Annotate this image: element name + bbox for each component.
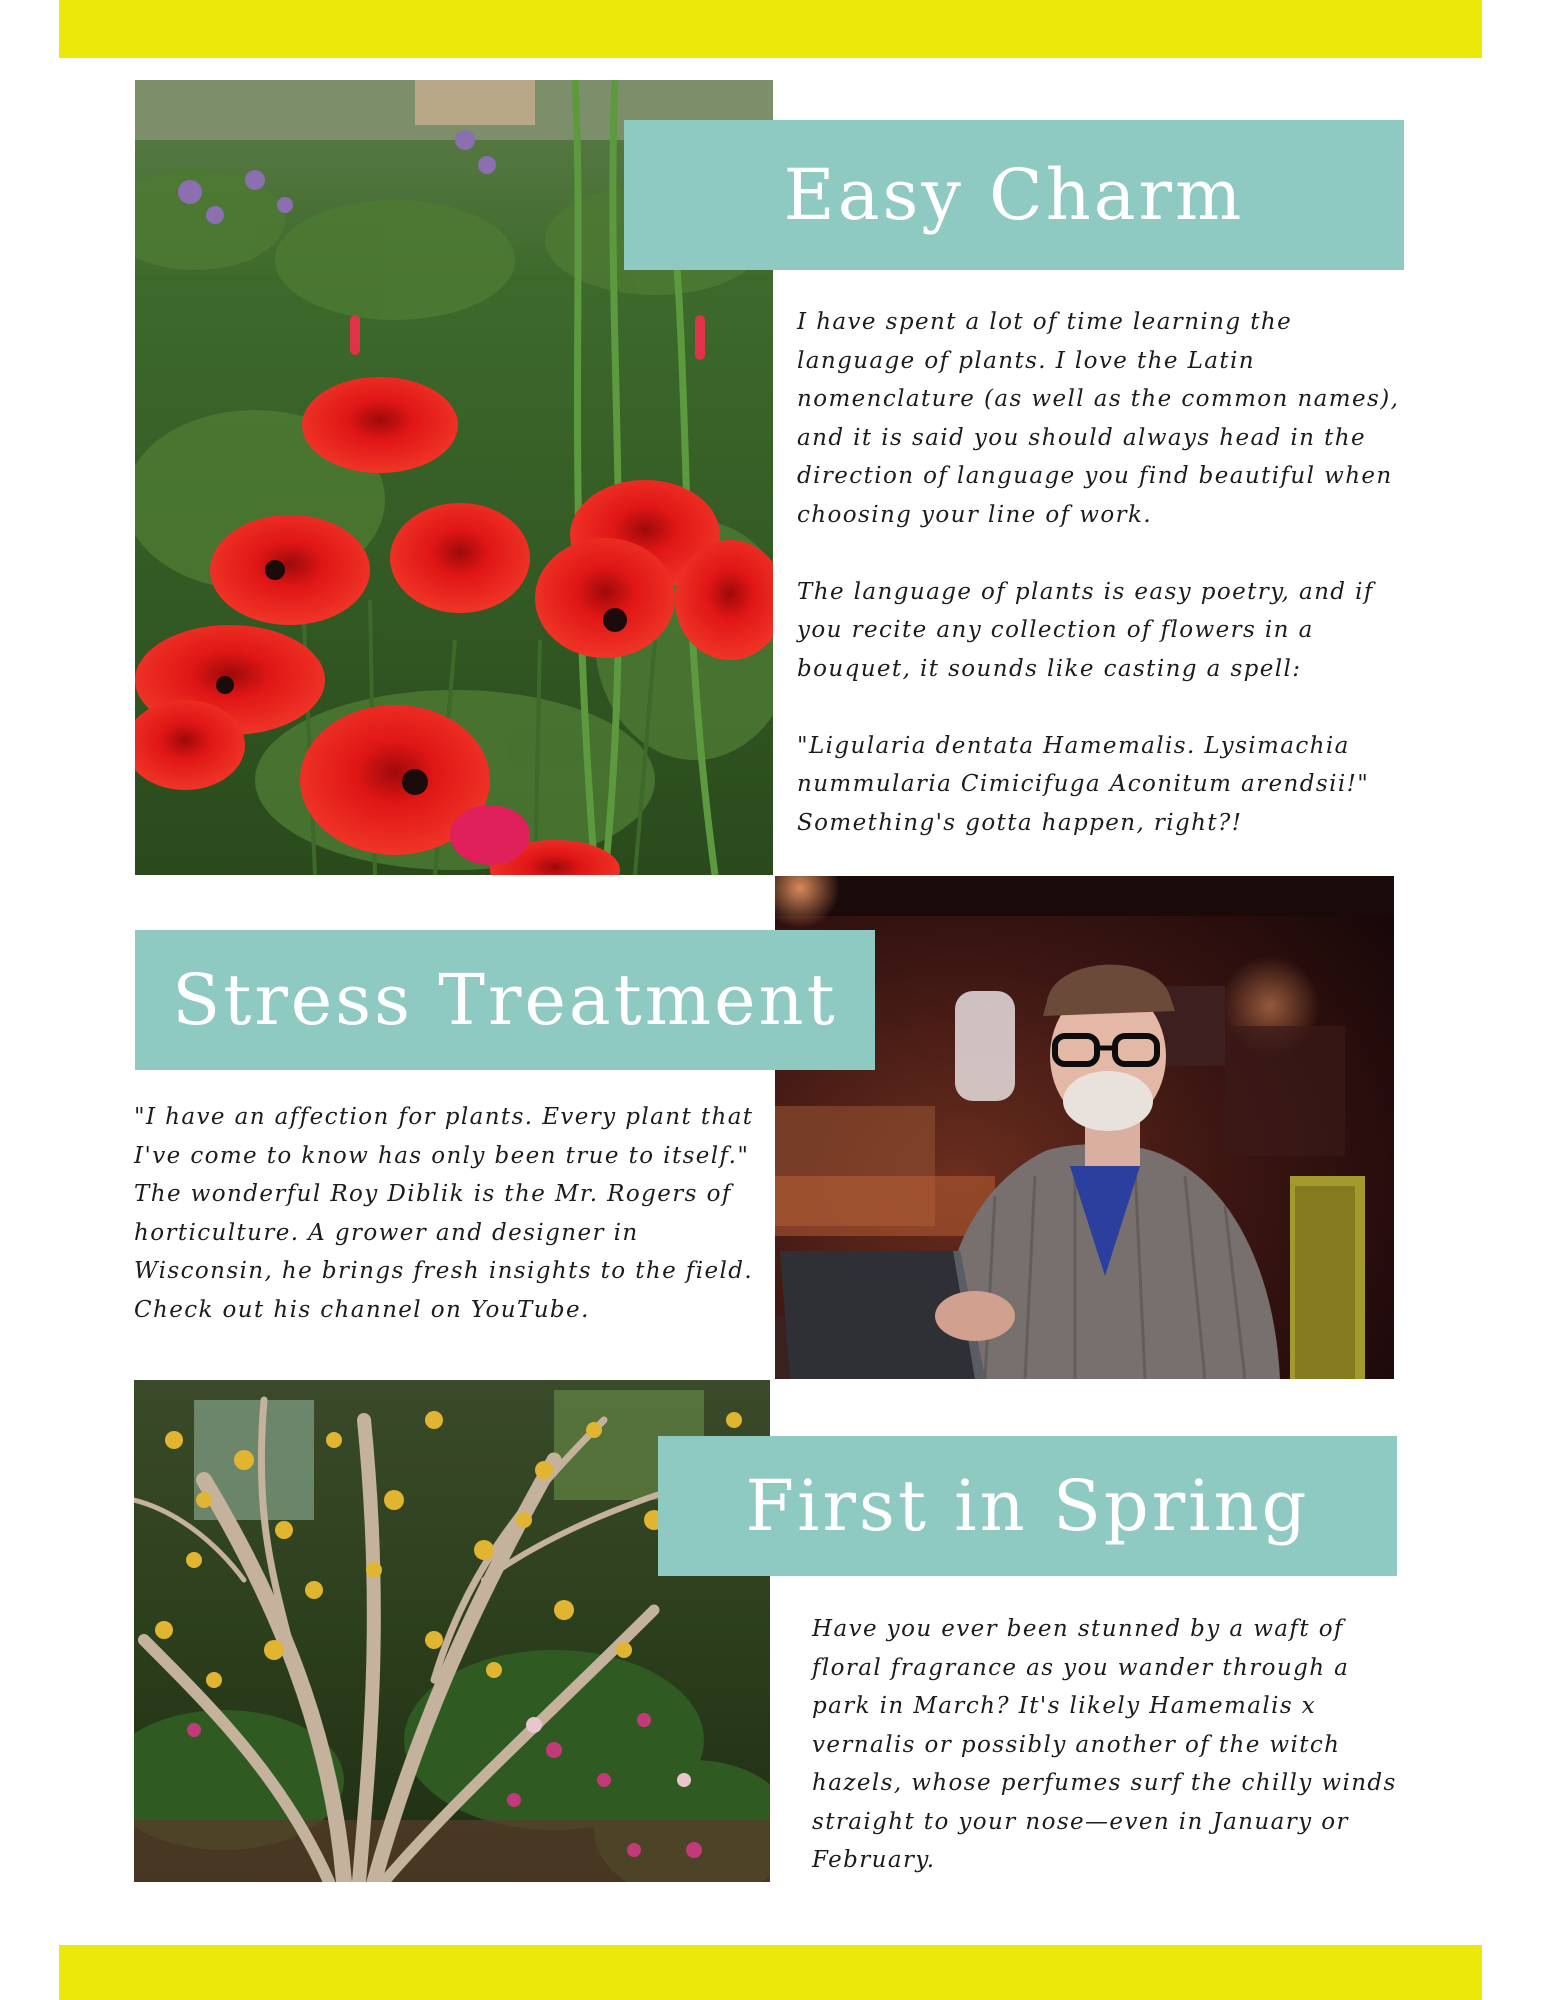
top-accent-bar	[59, 0, 1482, 58]
stress-treatment-text	[134, 1098, 774, 1329]
first-in-spring-text	[812, 1610, 1402, 1880]
easy-charm-text	[797, 303, 1407, 842]
easy-charm-paragraph-3: "Ligularia dentata Hamemalis. Lysimachia nummularia Cimicifuga Aconitum arendsii!" Something's gotta happen, right?!	[797, 732, 1370, 836]
bottom-accent-bar	[59, 1945, 1482, 2000]
easy-charm-paragraph-2: The language of plants is easy poetry, and if you recite any collection of flowers in a bouquet, it sounds like casting a spell:	[797, 578, 1374, 682]
easy-charm-heading: Easy Charm	[624, 120, 1404, 270]
easy-charm-paragraph-1: I have spent a lot of time learning the language of plants. I love the Latin nomenclature (as well as the common names), and it is said you should always head in the direction of language you find beautiful when choosing your line of work.	[797, 309, 1400, 528]
first-in-spring-heading: First in Spring	[658, 1436, 1397, 1576]
first-in-spring-paragraph-1: Have you ever been stunned by a waft of floral fragrance as you wander through a park in March? It's likely Hamemalis x vernalis or possibly another of the witch hazels, whose perfumes surf the chilly winds straight to your nose—even in January or February.	[812, 1616, 1397, 1873]
stress-treatment-paragraph-1: "I have an affection for plants. Every plant that I've come to know has only been true to itself." The wonderful Roy Diblik is the Mr. Rogers of horticulture. A grower and designer in Wisconsin, he brings fresh insights to the field. Check out his channel on YouTube.	[134, 1104, 754, 1323]
stress-treatment-heading: Stress Treatment	[135, 930, 875, 1070]
